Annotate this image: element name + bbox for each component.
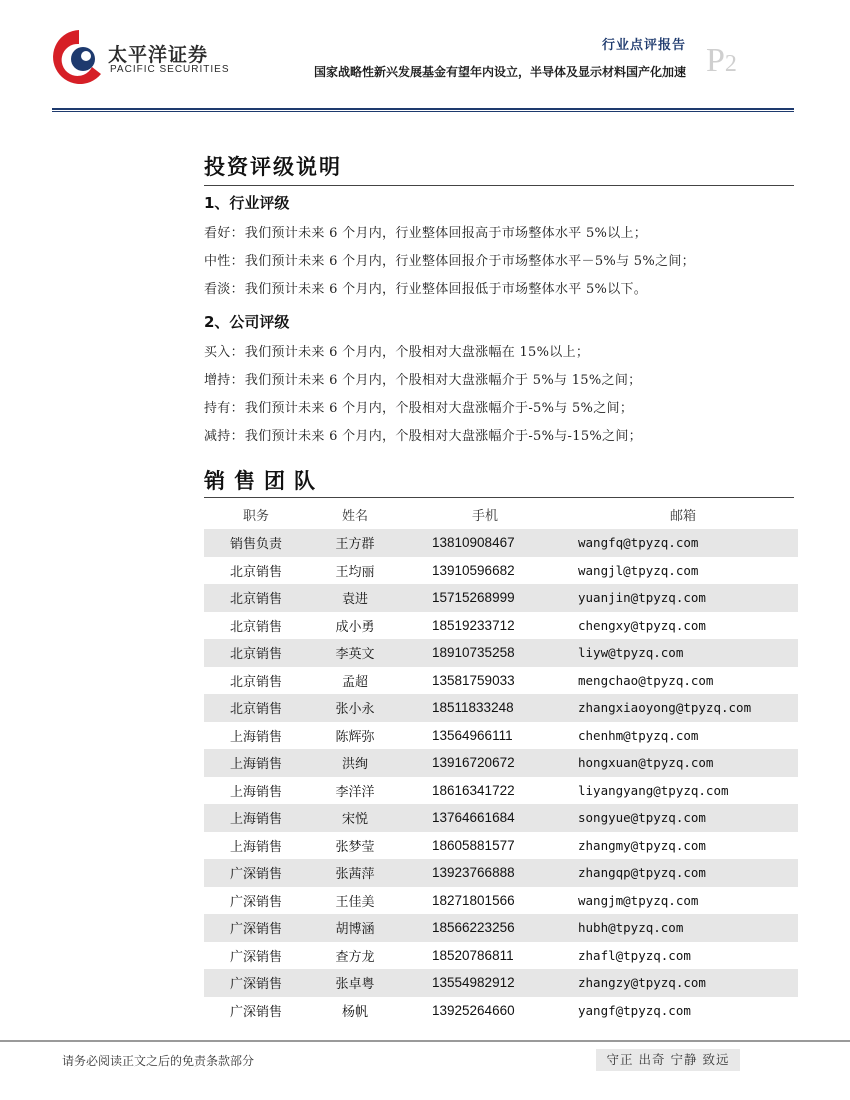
staff-role: 广深销售 [204, 914, 308, 942]
rating-text: 我们预计未来 6 个月内，行业整体回报介于市场整体水平－5%与 5%之间； [244, 254, 695, 269]
table-row [204, 612, 798, 640]
staff-name: 李洋洋 [335, 784, 375, 800]
staff-role: 北京销售 [229, 564, 282, 580]
staff-email: chengxy@tpyzq.com [578, 617, 706, 633]
sales-team-title: 销售团队 [204, 465, 794, 498]
staff-name: 成小勇 [335, 619, 375, 635]
table-row [204, 832, 798, 860]
staff-email: liyw@tpyzq.com [568, 639, 798, 667]
table-row [204, 969, 798, 997]
pacific-logo-icon [52, 26, 106, 88]
sales-team-table [204, 500, 798, 1024]
table-row [204, 584, 798, 612]
staff-phone: 18616341722 [432, 782, 515, 798]
staff-role: 广深销售 [204, 969, 308, 997]
table-row [204, 859, 798, 887]
footer-divider [0, 1040, 850, 1042]
staff-phone: 13916720672 [402, 749, 568, 777]
company-rating-item [204, 339, 794, 367]
staff-role: 北京销售 [229, 674, 282, 690]
table-row [204, 997, 798, 1025]
table-row [204, 914, 798, 942]
rating-text: 我们预计未来 6 个月内，个股相对大盘涨幅介于-5%与 5%之间； [244, 401, 634, 416]
sales-team-rows [204, 529, 798, 1024]
rating-label: 看淡： [204, 282, 244, 297]
table-header-row [204, 500, 798, 529]
column-header-phone: 手机 [471, 509, 498, 524]
staff-email: mengchao@tpyzq.com [578, 672, 714, 688]
table-row [204, 942, 798, 970]
industry-rating-item [204, 276, 794, 304]
staff-phone: 18511833248 [402, 694, 568, 722]
company-rating-item [204, 367, 794, 395]
staff-name: 查方龙 [335, 949, 375, 965]
staff-phone: 18566223256 [402, 914, 568, 942]
table-row [204, 722, 798, 750]
staff-email: wangjl@tpyzq.com [578, 562, 699, 578]
staff-phone: 18519233712 [432, 617, 515, 633]
staff-phone: 13554982912 [402, 969, 568, 997]
staff-phone: 13581759033 [432, 672, 515, 688]
table-row [204, 749, 798, 777]
staff-phone: 18605881577 [432, 837, 515, 853]
column-header-name: 姓名 [341, 509, 368, 524]
staff-role: 上海销售 [229, 784, 282, 800]
staff-email: yuanjin@tpyzq.com [568, 584, 798, 612]
table-row [204, 694, 798, 722]
staff-email: zhangxiaoyong@tpyzq.com [568, 694, 798, 722]
rating-text: 我们预计未来 6 个月内，个股相对大盘涨幅介于 5%与 15%之间； [244, 373, 642, 388]
staff-role: 上海销售 [229, 839, 282, 855]
staff-name: 李英文 [308, 639, 402, 667]
staff-email: zhangmy@tpyzq.com [578, 837, 706, 853]
column-header-role: 职务 [242, 509, 269, 524]
staff-phone: 18520786811 [432, 947, 514, 963]
staff-name: 王均丽 [335, 564, 375, 580]
company-rating-item [204, 423, 794, 451]
staff-email: hubh@tpyzq.com [568, 914, 798, 942]
staff-role: 北京销售 [204, 639, 308, 667]
table-row [204, 639, 798, 667]
page-letter: P [706, 42, 725, 79]
staff-email: liyangyang@tpyzq.com [578, 782, 729, 798]
rating-text: 我们预计未来 6 个月内，行业整体回报高于市场整体水平 5%以上； [244, 226, 648, 241]
rating-text: 我们预计未来 6 个月内，个股相对大盘涨幅介于-5%与-15%之间； [244, 429, 642, 444]
rating-text: 我们预计未来 6 个月内，个股相对大盘涨幅在 15%以上； [244, 345, 590, 360]
staff-name: 张茜萍 [308, 859, 402, 887]
staff-name: 宋悦 [308, 804, 402, 832]
staff-phone: 13910596682 [432, 562, 515, 578]
staff-role: 上海销售 [204, 749, 308, 777]
staff-name: 胡博涵 [308, 914, 402, 942]
staff-name: 陈辉弥 [335, 729, 375, 745]
rating-label: 中性： [204, 254, 244, 269]
industry-rating-item [204, 248, 794, 276]
rating-title: 投资评级说明 [204, 152, 794, 186]
staff-name: 孟超 [341, 674, 368, 690]
main-content [204, 152, 794, 1024]
staff-role: 北京销售 [204, 584, 308, 612]
footer-disclaimer: 请务必阅读正文之后的免责条款部分 [62, 1054, 255, 1068]
staff-email: zhafl@tpyzq.com [578, 947, 691, 963]
staff-email: wangfq@tpyzq.com [568, 529, 798, 557]
brand-name-cn: 太平洋证券 [108, 44, 209, 66]
table-row [204, 667, 798, 695]
staff-email: yangf@tpyzq.com [578, 1002, 691, 1018]
staff-phone: 13923766888 [402, 859, 568, 887]
staff-phone: 13764661684 [402, 804, 568, 832]
staff-email: hongxuan@tpyzq.com [568, 749, 798, 777]
report-type: 行业点评报告 [601, 38, 686, 53]
staff-email: zhangzy@tpyzq.com [568, 969, 798, 997]
page-number [706, 42, 737, 80]
table-row [204, 887, 798, 915]
staff-name: 王方群 [308, 529, 402, 557]
staff-role: 广深销售 [204, 859, 308, 887]
staff-role: 北京销售 [229, 619, 282, 635]
rating-text: 我们预计未来 6 个月内，行业整体回报低于市场整体水平 5%以下。 [244, 282, 648, 297]
staff-email: wangjm@tpyzq.com [578, 892, 699, 908]
staff-name: 张小永 [308, 694, 402, 722]
staff-email: songyue@tpyzq.com [568, 804, 798, 832]
staff-role: 上海销售 [229, 729, 282, 745]
rating-label: 减持： [204, 429, 244, 444]
industry-rating-item [204, 220, 794, 248]
staff-role: 广深销售 [229, 1004, 282, 1020]
staff-phone: 13564966111 [432, 727, 513, 743]
staff-email: chenhm@tpyzq.com [578, 727, 699, 743]
industry-rating-heading: 1、行业评级 [204, 194, 290, 212]
page-digit: 2 [724, 51, 737, 77]
brand-name-en: PACIFIC SECURITIES [110, 64, 230, 75]
header-divider [52, 108, 794, 110]
table-row [204, 804, 798, 832]
staff-role: 上海销售 [204, 804, 308, 832]
staff-role: 北京销售 [204, 694, 308, 722]
company-rating-heading: 2、公司评级 [204, 313, 290, 331]
staff-role: 广深销售 [229, 949, 282, 965]
staff-email: zhangqp@tpyzq.com [568, 859, 798, 887]
staff-phone: 18271801566 [432, 892, 515, 908]
staff-role: 广深销售 [229, 894, 282, 910]
table-row [204, 529, 798, 557]
staff-phone: 18910735258 [402, 639, 568, 667]
table-row [204, 777, 798, 805]
staff-name: 袁进 [308, 584, 402, 612]
staff-name: 王佳美 [335, 894, 375, 910]
column-header-email: 邮箱 [669, 509, 696, 524]
staff-name: 张卓粤 [308, 969, 402, 997]
company-logo [52, 26, 232, 90]
staff-name: 张梦莹 [335, 839, 375, 855]
footer-motto: 守正 出奇 宁静 致远 [596, 1049, 740, 1071]
rating-label: 持有： [204, 401, 244, 416]
header-divider-thin [52, 111, 794, 112]
report-title: 国家战略性新兴发展基金有望年内设立，半导体及显示材料国产化加速 [313, 65, 686, 79]
rating-label: 看好： [204, 226, 244, 241]
staff-name: 洪绚 [308, 749, 402, 777]
company-rating-item [204, 395, 794, 423]
table-row [204, 557, 798, 585]
staff-phone: 13810908467 [402, 529, 568, 557]
staff-role: 销售负责 [204, 529, 308, 557]
staff-name: 杨帆 [341, 1004, 368, 1020]
staff-phone: 13925264660 [432, 1002, 515, 1018]
staff-phone: 15715268999 [402, 584, 568, 612]
rating-label: 增持： [204, 373, 244, 388]
rating-label: 买入： [204, 345, 244, 360]
